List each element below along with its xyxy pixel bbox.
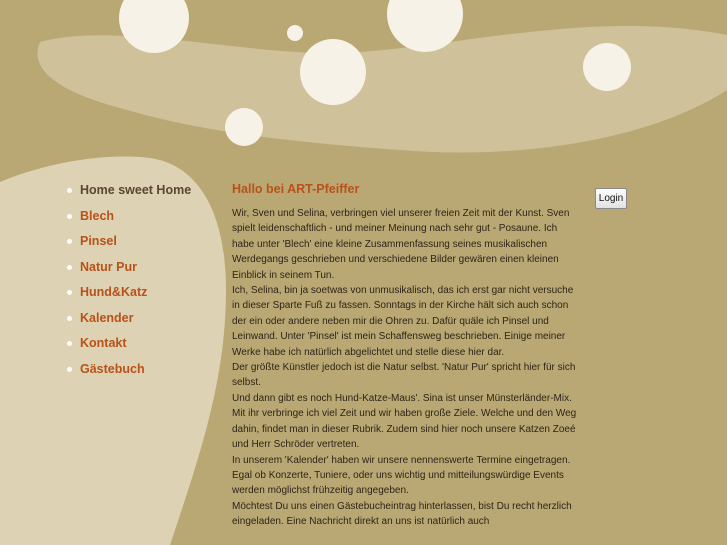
nav-item-label[interactable]: Gästebuch [80,361,145,376]
bullet-icon [67,265,72,270]
main-content [232,180,577,530]
nav-item-kontakt[interactable] [66,333,191,359]
hund-katze-paragraph: Und dann gibt es noch Hund-Katze-Maus'. Sina ist unser Münsterländer-Mix. Mit ihr verbringe ich viel Zeit und wir haben große Ziele. Welche und den Weg dahin, findet man in dieser Rubrik. Zudem sind hier noch unsere Katzen Zoeé und Herr Schröder vertreten. [232,392,577,451]
nav-item-home[interactable] [66,180,191,206]
bullet-icon [67,188,72,193]
intro-paragraph: Wir, Sven und Selina, verbringen viel unserer freien Zeit mit der Kunst. Sven spielt leidenschaftlich - und meiner Meinung nach sehr gut - Posaune. Ich habe unter 'Blech' eine kleine Zusammenfassung seines musikalischen Werdegangs geschrieben und verschiedene Bilder gewären einen kleinen Einblick in seinem Tun. [232,208,570,281]
bullet-icon [67,316,72,321]
nav-item-blech[interactable] [66,206,191,232]
nav-item-label[interactable]: Hund&Katz [80,285,148,299]
bullet-icon [67,367,72,372]
kalender-paragraph: In unserem 'Kalender' haben wir unsere nennenswerte Termine eingetragen. Egal ob Konzerte, Tuniere, oder uns wichtig und mitteilungswürdige Events werden möglichst frühzeitig angegeben. [232,454,571,497]
login-button[interactable]: Login [595,188,627,209]
decor-circle [300,39,366,105]
decor-circle [225,108,263,146]
decor-circle [583,43,631,91]
main-navigation [66,180,191,384]
page-title: Hallo bei ART-Pfeiffer [232,182,360,196]
nav-item-label[interactable]: Blech [80,208,115,223]
decor-circle [287,25,303,41]
nav-item-label[interactable]: Home sweet Home [80,183,192,197]
bullet-icon [67,214,72,219]
gaestebuch-paragraph: Möchtest Du uns einen Gästebucheintrag hinterlassen, bist Du recht herzlich eingeladen. Eine Nachricht direkt an uns ist natürlich auch [232,500,572,528]
nav-item-label[interactable]: Natur Pur [80,259,137,274]
natur-paragraph: Der größte Künstler jedoch ist die Natur selbst. 'Natur Pur' spricht hier für sich selbst. [232,362,576,389]
nav-item-hund-katz[interactable] [66,282,191,308]
pinsel-paragraph: Ich, Selina, bin ja soetwas von unmusikalisch, das ich erst gar nicht versuche in dieser Sparte Fuß zu fassen. Sonntags in der Kirche hält sich auch schon der ein oder andere neben mir die Ohren zu. Dafür quäle ich Pinsel und Leinwand. Unter 'Pinsel' ist mein Schaffensweg beschrieben. Einige meiner Werke habe ich natürlich abgelichtet und stelle diese hier dar. [232,285,574,358]
nav-item-pinsel[interactable] [66,231,191,257]
bullet-icon [67,239,72,244]
bullet-icon [67,290,72,295]
nav-item-kalender[interactable] [66,308,191,334]
nav-item-label[interactable]: Kalender [80,310,134,325]
bullet-icon [67,341,72,346]
nav-item-label[interactable]: Pinsel [80,234,117,248]
nav-item-gaestebuch[interactable] [66,359,191,385]
nav-item-natur-pur[interactable] [66,257,191,283]
nav-item-label[interactable]: Kontakt [80,336,127,350]
